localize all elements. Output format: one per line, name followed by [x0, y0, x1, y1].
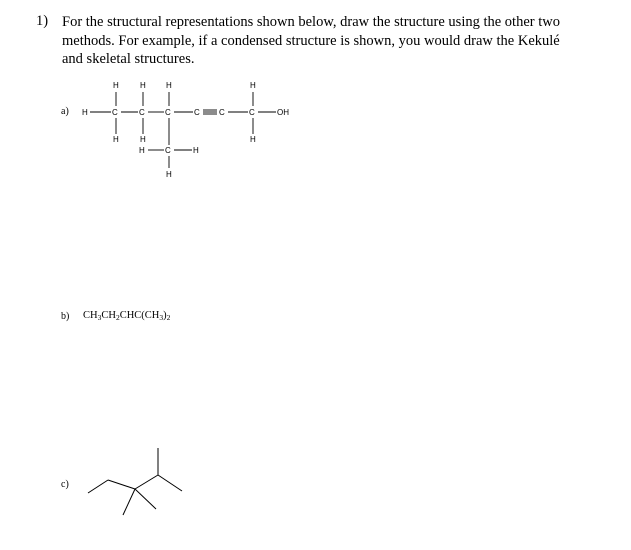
atom-h: H [139, 146, 145, 155]
atom-h: H [166, 170, 172, 179]
condensed-formula-b: $CH_3CH_2CHC(CH_3)_2$ [83, 310, 171, 322]
kekule-atoms [82, 81, 289, 179]
skeletal-structure-c [88, 448, 182, 515]
atom-h: H [250, 81, 256, 90]
skeletal-bond [135, 489, 156, 509]
question-number: 1) [36, 13, 49, 29]
atom-h: H [113, 81, 119, 90]
part-a-label: a) [61, 106, 69, 117]
skeletal-bond [135, 475, 158, 489]
skeletal-bond [158, 475, 182, 491]
atom-c: C [165, 108, 171, 117]
atom-c: C [219, 108, 225, 117]
atom-h: H [193, 146, 199, 155]
atom-oh: OH [277, 108, 289, 117]
part-c-label: c) [61, 479, 69, 490]
atom-c: C [165, 146, 171, 155]
kekule-bonds [90, 92, 276, 168]
atom-h: H [113, 135, 119, 144]
question-line-3: and skeletal structures. [62, 51, 195, 67]
atom-c: C [249, 108, 255, 117]
atom-c: C [112, 108, 118, 117]
question-line-1: For the structural representations shown below, draw the structure using the other two [62, 14, 560, 30]
atom-h: H [140, 135, 146, 144]
atom-h: H [166, 81, 172, 90]
atom-h: H [140, 81, 146, 90]
question-line-2: methods. For example, if a condensed structure is shown, you would draw the Kekulé [62, 32, 560, 49]
atom-c: C [194, 108, 200, 117]
part-b-label: b) [61, 311, 70, 322]
skeletal-bond [108, 480, 135, 489]
atom-h: H [82, 108, 88, 117]
skeletal-bond [88, 480, 108, 493]
atom-c: C [139, 108, 145, 117]
skeletal-bond [123, 489, 135, 515]
atom-h: H [250, 135, 256, 144]
